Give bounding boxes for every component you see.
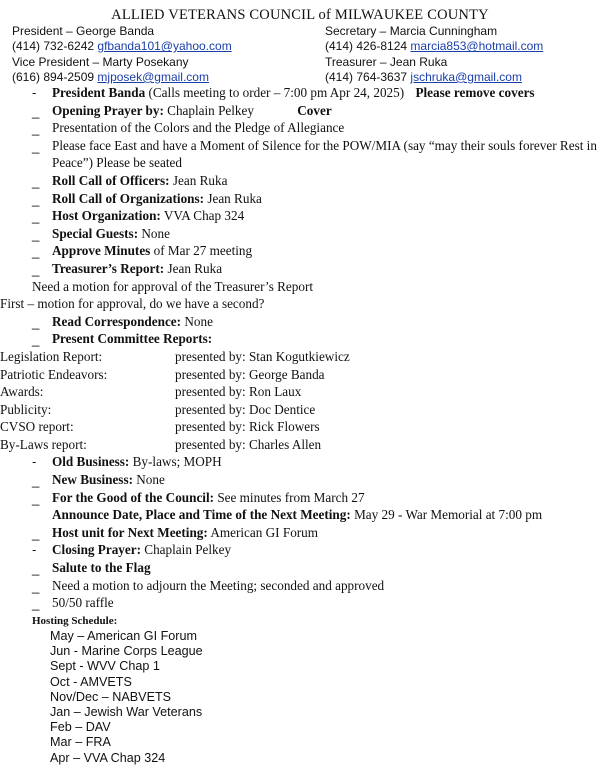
item-text: American GI Forum xyxy=(210,524,319,540)
report-name: Publicity: xyxy=(0,401,52,417)
bullet-marker: _ xyxy=(32,473,40,489)
item-text-line1: Please face East and have a Moment of Silence for the POW/MIA (say “may their souls forever Rest in xyxy=(52,137,597,153)
item-text: Chaplain Pelkey xyxy=(144,542,232,558)
first-motion-line xyxy=(0,295,598,313)
document-title: ALLIED VETERANS COUNCIL of MILWAUKEE COUNTY xyxy=(111,7,489,23)
report-presenter: presented by: George Banda xyxy=(175,366,325,382)
vice-president-role: Vice President – Marty Posekany xyxy=(12,54,189,69)
report-row xyxy=(0,348,598,366)
bullet-marker: _ xyxy=(32,138,40,154)
bullet-marker: _ xyxy=(32,596,40,612)
bullet-marker: _ xyxy=(32,191,40,207)
agenda-item-host-unit xyxy=(32,524,598,542)
treasurer-role: Treasurer – Jean Ruka xyxy=(325,54,448,69)
agenda-item-raffle xyxy=(32,594,598,612)
item-text: By-laws; MOPH xyxy=(132,454,222,470)
officers-right-column xyxy=(325,24,543,85)
secretary-contact xyxy=(325,39,543,54)
bullet-marker: _ xyxy=(32,314,40,330)
report-name: Patriotic Endeavors: xyxy=(0,366,108,382)
bullet-marker: _ xyxy=(32,209,40,225)
bullet-marker: _ xyxy=(32,261,40,277)
hosting-item: Sept - WVV Chap 1 xyxy=(50,659,160,674)
agenda-item-new-business xyxy=(32,471,598,489)
agenda-item-correspondence xyxy=(32,313,598,331)
item-label: Roll Call of Organizations: xyxy=(52,190,205,206)
secretary-role: Secretary – Marcia Cunningham xyxy=(325,24,498,38)
hosting-schedule-label: Hosting Schedule: xyxy=(32,615,118,627)
agenda-item-host-org xyxy=(32,207,598,225)
report-row xyxy=(0,366,598,384)
item-text: Need a motion to adjourn the Meeting; seconded and approved xyxy=(52,577,385,593)
item-note: Please remove covers xyxy=(415,85,535,100)
hosting-item: Nov/Dec – NABVETS xyxy=(50,689,172,704)
secretary-email-link[interactable]: marcia853@hotmail.com xyxy=(410,39,544,54)
hosting-item: Jun - Marine Corps League xyxy=(50,644,203,659)
item-text: See minutes from March 27 xyxy=(217,489,365,505)
secretary-phone: (414) 426-8124 xyxy=(325,39,408,54)
hosting-schedule-list xyxy=(50,629,203,766)
agenda-item-announce xyxy=(32,506,598,524)
bullet-marker: - xyxy=(32,85,37,100)
item-label: Old Business: xyxy=(52,454,130,470)
agenda-item-committee xyxy=(32,330,598,348)
officers-left-column xyxy=(12,24,232,85)
vice-president-phone: (616) 894-2509 xyxy=(12,69,95,84)
bullet-marker: _ xyxy=(32,121,40,137)
agenda-item-treasurer xyxy=(32,260,598,278)
item-text: 50/50 raffle xyxy=(52,595,114,611)
item-text: Jean Ruka xyxy=(167,260,223,276)
item-label: Closing Prayer: xyxy=(52,542,141,558)
report-row xyxy=(0,383,598,401)
item-text: First – motion for approval, do we have a second? xyxy=(0,296,265,312)
agenda-item-special-guests xyxy=(32,225,598,243)
bullet-marker: - xyxy=(32,542,37,558)
committee-reports-list xyxy=(0,348,598,454)
report-row xyxy=(0,401,598,419)
item-label: Opening Prayer by: xyxy=(52,102,164,118)
item-text: VVA Chap 324 xyxy=(163,208,245,224)
hosting-item: Feb – DAV xyxy=(50,720,111,735)
treasurer-motion-line xyxy=(32,278,598,296)
hosting-item: Mar – FRA xyxy=(50,735,111,750)
report-presenter: presented by: Rick Flowers xyxy=(175,419,320,435)
agenda-item-closing-prayer xyxy=(32,541,598,559)
vice-president-contact xyxy=(12,70,232,85)
report-row xyxy=(0,436,598,454)
item-text: None xyxy=(184,313,213,329)
bullet-marker: _ xyxy=(32,332,40,348)
item-text: None xyxy=(141,225,170,241)
hosting-item: Jan – Jewish War Veterans xyxy=(50,705,203,720)
item-label: Read Correspondence: xyxy=(52,313,182,329)
treasurer-email-link[interactable]: jschruka@gmail.com xyxy=(410,69,522,84)
bullet-marker: _ xyxy=(32,561,40,577)
report-row xyxy=(0,418,598,436)
bullet-marker: _ xyxy=(32,525,40,541)
bullet-marker: _ xyxy=(32,103,40,119)
president-phone: (414) 732-6242 xyxy=(12,39,95,54)
agenda-item-colors xyxy=(32,119,598,137)
president-email-link[interactable]: gfbanda101@yahoo.com xyxy=(97,39,232,54)
item-text: of Mar 27 meeting xyxy=(153,243,253,259)
agenda-item-salute xyxy=(32,559,598,577)
report-name: Awards: xyxy=(0,384,44,400)
item-text: May 29 - War Memorial at 7:00 pm xyxy=(354,507,543,523)
report-presenter: presented by: Doc Dentice xyxy=(175,401,316,417)
item-label: Roll Call of Officers: xyxy=(52,172,170,188)
item-text: Chaplain Pelkey xyxy=(167,102,254,118)
report-name: By-Laws report: xyxy=(0,436,87,452)
item-label: President Banda xyxy=(52,85,146,100)
item-text: Need a motion for approval of the Treasurer’s Report xyxy=(32,278,314,294)
report-name: Legislation Report: xyxy=(0,348,103,364)
treasurer-contact xyxy=(325,70,543,85)
agenda-item-good-of-council xyxy=(32,489,598,507)
item-label: Host Organization: xyxy=(52,208,161,224)
hosting-item: May – American GI Forum xyxy=(50,629,197,643)
bullet-marker: _ xyxy=(32,226,40,242)
agenda-item-adjourn xyxy=(32,577,598,595)
bullet-marker: - xyxy=(32,454,37,470)
item-text-line2: Peace”) Please be seated xyxy=(52,155,182,171)
item-label: Treasurer’s Report: xyxy=(52,260,165,276)
president-contact xyxy=(12,39,232,54)
hosting-item: Oct - AMVETS xyxy=(50,674,132,689)
agenda-item-roll-orgs xyxy=(32,190,598,208)
treasurer-phone: (414) 764-3637 xyxy=(325,69,408,84)
agenda-item-roll-officers xyxy=(32,172,598,190)
item-label: Announce Date, Place and Time of the Next Meeting: xyxy=(52,507,351,523)
item-note: Cover xyxy=(297,102,332,118)
item-text: Jean Ruka xyxy=(207,190,262,206)
president-role: President – George Banda xyxy=(12,24,155,38)
vice-president-email-link[interactable]: mjposek@gmail.com xyxy=(97,69,209,84)
item-label: Approve Minutes xyxy=(52,243,151,259)
bullet-marker: _ xyxy=(32,578,40,594)
agenda-item-opening-prayer xyxy=(32,102,598,120)
bullet-marker: _ xyxy=(32,173,40,189)
item-text: Presentation of the Colors and the Pledge of Allegiance xyxy=(52,120,345,136)
report-presenter: presented by: Ron Laux xyxy=(175,384,302,400)
item-text: (Calls meeting to order – 7:00 pm Apr 24, 2025) xyxy=(148,85,405,100)
item-label: For the Good of the Council: xyxy=(52,489,215,505)
item-label: Host unit for Next Meeting: xyxy=(52,524,208,540)
agenda-list xyxy=(0,84,598,612)
item-label: New Business: xyxy=(52,472,133,488)
agenda-item-old-business xyxy=(32,453,598,471)
report-presenter: presented by: Stan Kogutkiewicz xyxy=(175,348,350,364)
item-label: Salute to the Flag xyxy=(52,560,151,576)
report-presenter: presented by: Charles Allen xyxy=(175,436,322,452)
item-text: Jean Ruka xyxy=(172,172,228,188)
agenda-item-president xyxy=(32,84,598,102)
bullet-marker: _ xyxy=(32,490,40,506)
report-name: CVSO report: xyxy=(0,419,74,435)
bullet-marker: _ xyxy=(32,244,40,260)
item-label: Present Committee Reports: xyxy=(52,331,213,347)
item-label: Special Guests: xyxy=(52,225,139,241)
item-text: None xyxy=(136,472,165,488)
hosting-item: Apr – VVA Chap 324 xyxy=(50,750,166,765)
agenda-item-silence xyxy=(32,137,598,172)
agenda-item-approve-minutes xyxy=(32,242,598,260)
